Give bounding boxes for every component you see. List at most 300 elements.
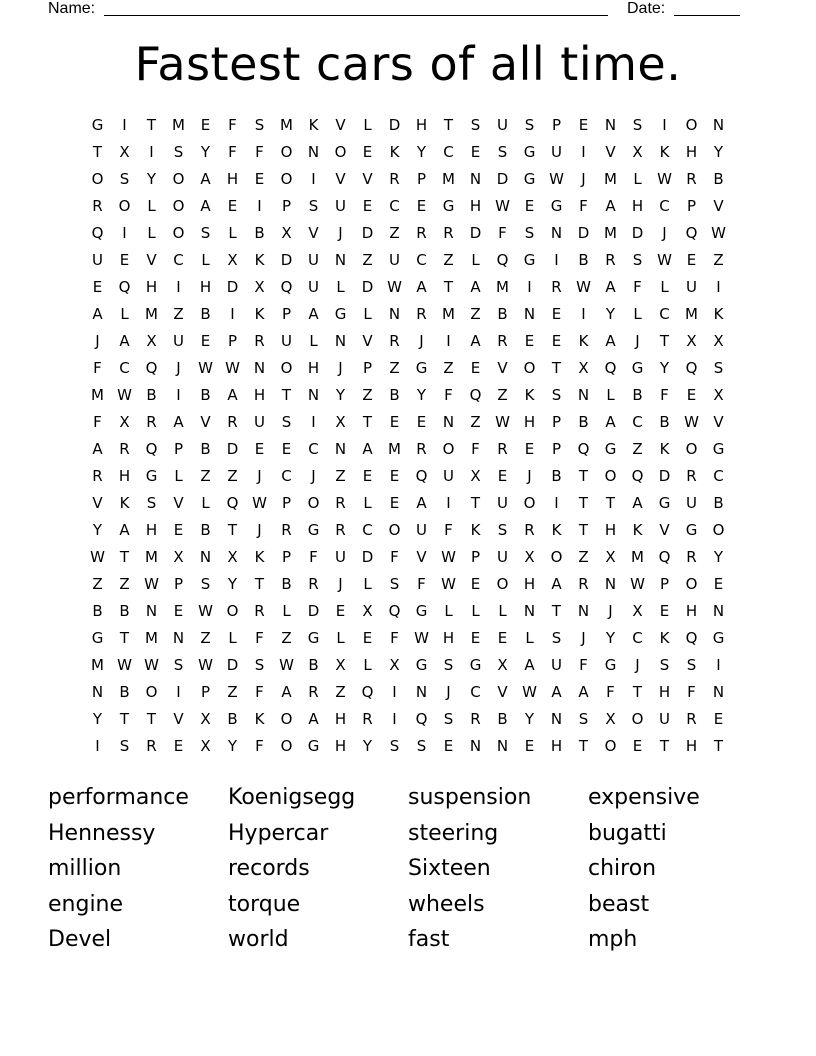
grid-letter[interactable]: W [198,602,213,620]
grid-letter[interactable]: H [523,575,536,593]
grid-letter[interactable]: C [281,467,292,485]
grid-letter[interactable]: U [254,413,265,431]
grid-letter[interactable]: C [389,197,400,215]
grid-letter[interactable]: C [362,521,373,539]
grid-letter[interactable]: Y [659,359,670,377]
grid-letter[interactable]: E [524,197,535,215]
grid-letter[interactable]: P [281,548,292,566]
grid-letter[interactable]: A [92,440,103,458]
grid-letter[interactable]: I [581,143,586,161]
grid-letter[interactable]: R [146,737,157,755]
grid-letter[interactable]: E [551,332,562,350]
grid-letter[interactable]: F [687,683,696,701]
grid-letter[interactable]: W [630,575,645,593]
grid-letter[interactable]: T [551,359,562,377]
grid-letter[interactable]: O [280,359,293,377]
grid-letter[interactable]: A [119,332,130,350]
grid-letter[interactable]: R [605,251,616,269]
grid-letter[interactable]: Q [577,440,590,458]
grid-letter[interactable]: S [470,116,481,134]
grid-letter[interactable]: Y [200,143,211,161]
grid-letter[interactable]: Y [227,737,238,755]
grid-letter[interactable]: K [632,521,643,539]
grid-letter[interactable]: K [659,143,670,161]
grid-letter[interactable]: L [363,305,372,323]
grid-letter[interactable]: B [200,521,211,539]
grid-letter[interactable]: G [415,359,428,377]
grid-letter[interactable]: O [442,440,455,458]
grid-letter[interactable]: V [335,170,346,188]
grid-letter[interactable]: M [442,170,455,188]
grid-letter[interactable]: F [255,143,264,161]
grid-letter[interactable]: C [632,629,643,647]
grid-letter[interactable]: J [257,467,262,485]
grid-letter[interactable]: F [444,386,453,404]
grid-letter[interactable]: Q [685,224,698,242]
grid-letter[interactable]: N [442,413,455,431]
grid-letter[interactable]: M [604,224,617,242]
grid-letter[interactable]: X [227,251,238,269]
grid-letter[interactable]: B [578,413,589,431]
grid-letter[interactable]: O [523,494,536,512]
grid-letter[interactable]: A [551,683,562,701]
grid-letter[interactable]: P [416,170,427,188]
grid-letter[interactable]: D [226,440,239,458]
grid-letter[interactable]: I [446,332,451,350]
grid-letter[interactable]: N [712,602,725,620]
grid-letter[interactable]: L [498,602,507,620]
grid-letter[interactable]: X [632,143,643,161]
grid-letter[interactable]: L [363,575,372,593]
grid-letter[interactable]: I [554,251,559,269]
grid-letter[interactable]: R [227,413,238,431]
grid-letter[interactable]: W [117,656,132,674]
grid-letter[interactable]: V [92,494,103,512]
grid-letter[interactable]: A [605,332,616,350]
grid-letter[interactable]: V [713,413,724,431]
grid-letter[interactable]: Y [227,575,238,593]
grid-letter[interactable]: F [606,683,615,701]
grid-letter[interactable]: G [307,629,320,647]
grid-letter[interactable]: X [227,548,238,566]
grid-letter[interactable]: J [419,332,424,350]
grid-letter[interactable]: H [145,521,158,539]
grid-letter[interactable]: O [712,521,725,539]
grid-letter[interactable]: Z [119,575,130,593]
grid-letter[interactable]: W [117,386,132,404]
grid-letter[interactable]: G [604,656,617,674]
grid-letter[interactable]: E [200,332,211,350]
grid-letter[interactable]: Q [91,224,104,242]
grid-letter[interactable]: W [225,359,240,377]
grid-letter[interactable]: C [416,251,427,269]
grid-letter[interactable]: E [92,278,103,296]
grid-letter[interactable]: H [442,629,455,647]
grid-letter[interactable]: H [307,359,320,377]
grid-letter[interactable]: Z [578,548,589,566]
grid-letter[interactable]: M [442,305,455,323]
grid-letter[interactable]: A [578,683,589,701]
grid-letter[interactable]: B [200,386,211,404]
grid-letter[interactable]: L [147,224,156,242]
grid-letter[interactable]: A [605,413,616,431]
grid-letter[interactable]: E [335,602,346,620]
grid-letter[interactable]: I [527,278,532,296]
grid-letter[interactable]: S [146,494,157,512]
grid-letter[interactable]: L [201,494,210,512]
grid-letter[interactable]: Q [118,278,131,296]
grid-letter[interactable]: N [604,116,617,134]
grid-letter[interactable]: S [281,413,292,431]
grid-letter[interactable]: E [416,413,427,431]
grid-letter[interactable]: P [173,575,184,593]
grid-letter[interactable]: T [119,548,130,566]
grid-letter[interactable]: U [308,251,319,269]
grid-letter[interactable]: X [362,602,373,620]
grid-letter[interactable]: B [281,575,292,593]
grid-letter[interactable]: X [119,413,130,431]
grid-letter[interactable]: N [307,386,320,404]
grid-letter[interactable]: F [444,521,453,539]
grid-letter[interactable]: L [660,278,669,296]
grid-letter[interactable]: O [604,737,617,755]
grid-letter[interactable]: L [309,332,318,350]
grid-letter[interactable]: J [635,332,640,350]
grid-letter[interactable]: O [172,224,185,242]
grid-letter[interactable]: E [632,737,643,755]
grid-letter[interactable]: H [685,143,698,161]
grid-letter[interactable]: U [92,251,103,269]
grid-letter[interactable]: L [282,602,291,620]
grid-letter[interactable]: V [200,413,211,431]
grid-letter[interactable]: F [390,629,399,647]
grid-letter[interactable]: D [469,224,482,242]
grid-letter[interactable]: Y [416,386,427,404]
grid-letter[interactable]: D [388,116,401,134]
grid-letter[interactable]: C [119,359,130,377]
grid-letter[interactable]: W [252,494,267,512]
grid-letter[interactable]: Q [685,629,698,647]
grid-letter[interactable]: R [146,413,157,431]
grid-letter[interactable]: H [469,197,482,215]
grid-letter[interactable]: H [253,386,266,404]
grid-letter[interactable]: S [551,629,562,647]
grid-letter[interactable]: Z [92,575,103,593]
grid-letter[interactable]: Q [415,467,428,485]
grid-letter[interactable]: E [362,197,373,215]
grid-letter[interactable]: I [230,305,235,323]
grid-letter[interactable]: C [659,197,670,215]
grid-letter[interactable]: I [149,143,154,161]
grid-letter[interactable]: I [662,116,667,134]
grid-letter[interactable]: O [685,116,698,134]
grid-letter[interactable]: O [685,440,698,458]
grid-letter[interactable]: N [334,251,347,269]
grid-letter[interactable]: W [144,656,159,674]
grid-letter[interactable]: Z [632,440,643,458]
grid-letter[interactable]: R [686,467,697,485]
grid-letter[interactable]: M [685,305,698,323]
grid-letter[interactable]: Q [631,467,644,485]
grid-letter[interactable]: T [470,494,481,512]
grid-letter[interactable]: T [146,710,157,728]
grid-letter[interactable]: V [497,683,508,701]
grid-letter[interactable]: F [579,656,588,674]
grid-letter[interactable]: I [122,116,127,134]
grid-letter[interactable]: H [658,683,671,701]
grid-letter[interactable]: S [443,710,454,728]
grid-letter[interactable]: S [632,116,643,134]
grid-letter[interactable]: T [578,521,589,539]
grid-letter[interactable]: E [281,440,292,458]
grid-letter[interactable]: W [198,656,213,674]
grid-letter[interactable]: N [172,629,185,647]
grid-letter[interactable]: Z [389,359,400,377]
grid-letter[interactable]: A [200,170,211,188]
grid-letter[interactable]: N [253,359,266,377]
grid-letter[interactable]: Z [470,305,481,323]
grid-letter[interactable]: K [119,494,130,512]
grid-letter[interactable]: Y [335,386,346,404]
grid-letter[interactable]: Z [227,683,238,701]
grid-letter[interactable]: A [308,710,319,728]
grid-letter[interactable]: A [281,683,292,701]
grid-letter[interactable]: N [496,737,509,755]
grid-letter[interactable]: E [686,386,697,404]
grid-letter[interactable]: A [524,656,535,674]
grid-letter[interactable]: G [145,467,158,485]
grid-letter[interactable]: X [200,737,211,755]
grid-letter[interactable]: B [254,224,265,242]
grid-letter[interactable]: L [147,197,156,215]
grid-letter[interactable]: Q [280,278,293,296]
grid-letter[interactable]: Y [524,710,535,728]
grid-letter[interactable]: O [118,197,131,215]
grid-letter[interactable]: E [524,737,535,755]
grid-letter[interactable]: L [633,305,642,323]
grid-letter[interactable]: C [470,683,481,701]
grid-letter[interactable]: S [551,386,562,404]
grid-letter[interactable]: S [497,521,508,539]
grid-letter[interactable]: Y [713,548,724,566]
grid-letter[interactable]: S [254,656,265,674]
grid-letter[interactable]: S [659,656,670,674]
grid-letter[interactable]: V [335,116,346,134]
grid-letter[interactable]: T [119,629,130,647]
grid-letter[interactable]: Z [227,467,238,485]
grid-letter[interactable]: T [146,116,157,134]
grid-letter[interactable]: R [416,224,427,242]
grid-letter[interactable]: W [441,548,456,566]
grid-letter[interactable]: R [335,494,346,512]
grid-letter[interactable]: X [524,548,535,566]
grid-letter[interactable]: W [522,683,537,701]
grid-letter[interactable]: K [659,440,670,458]
grid-letter[interactable]: X [200,710,211,728]
grid-letter[interactable]: B [578,251,589,269]
grid-letter[interactable]: Y [362,737,373,755]
grid-letter[interactable]: U [389,251,400,269]
grid-letter[interactable]: G [712,440,725,458]
grid-letter[interactable]: K [713,305,724,323]
grid-letter[interactable]: T [443,278,454,296]
grid-letter[interactable]: P [551,116,562,134]
grid-letter[interactable]: Q [415,710,428,728]
grid-letter[interactable]: R [416,305,427,323]
grid-letter[interactable]: C [443,143,454,161]
grid-letter[interactable]: X [146,332,157,350]
grid-letter[interactable]: X [713,332,724,350]
grid-letter[interactable]: G [307,737,320,755]
grid-letter[interactable]: W [198,359,213,377]
grid-letter[interactable]: Z [470,413,481,431]
grid-letter[interactable]: N [523,602,536,620]
grid-letter[interactable]: J [95,332,100,350]
grid-letter[interactable]: X [713,386,724,404]
grid-letter[interactable]: V [173,494,184,512]
grid-letter[interactable]: Z [335,467,346,485]
grid-letter[interactable]: W [576,278,591,296]
grid-letter[interactable]: L [228,224,237,242]
grid-letter[interactable]: J [581,170,586,188]
grid-letter[interactable]: U [443,467,454,485]
grid-letter[interactable]: L [606,386,615,404]
grid-letter[interactable]: Z [362,386,373,404]
grid-letter[interactable]: J [338,575,343,593]
grid-letter[interactable]: E [389,413,400,431]
grid-letter[interactable]: H [685,602,698,620]
grid-letter[interactable]: X [254,278,265,296]
grid-letter[interactable]: F [579,197,588,215]
grid-letter[interactable]: W [441,575,456,593]
grid-letter[interactable]: P [281,305,292,323]
grid-letter[interactable]: H [334,710,347,728]
grid-letter[interactable]: Q [388,602,401,620]
grid-letter[interactable]: T [362,413,373,431]
grid-letter[interactable]: E [227,197,238,215]
grid-letter[interactable]: L [120,305,129,323]
grid-letter[interactable]: F [228,116,237,134]
grid-letter[interactable]: S [308,197,319,215]
grid-letter[interactable]: H [199,278,212,296]
grid-letter[interactable]: P [227,332,238,350]
grid-letter[interactable]: M [280,116,293,134]
grid-letter[interactable]: I [392,710,397,728]
grid-letter[interactable]: Q [361,683,374,701]
grid-letter[interactable]: X [281,224,292,242]
grid-letter[interactable]: V [362,332,373,350]
grid-letter[interactable]: N [334,440,347,458]
grid-letter[interactable]: E [416,197,427,215]
grid-letter[interactable]: R [119,440,130,458]
grid-letter[interactable]: I [554,494,559,512]
grid-letter[interactable]: O [226,602,239,620]
grid-letter[interactable]: Q [658,548,671,566]
grid-letter[interactable]: U [497,116,508,134]
grid-letter[interactable]: A [632,494,643,512]
grid-letter[interactable]: T [578,494,589,512]
grid-letter[interactable]: K [308,116,319,134]
grid-letter[interactable]: R [281,521,292,539]
grid-letter[interactable]: W [684,413,699,431]
grid-letter[interactable]: F [93,413,102,431]
grid-letter[interactable]: R [524,521,535,539]
grid-letter[interactable]: N [712,683,725,701]
grid-letter[interactable]: N [145,602,158,620]
grid-letter[interactable]: D [361,224,374,242]
grid-letter[interactable]: G [631,359,644,377]
grid-letter[interactable]: E [686,251,697,269]
grid-letter[interactable]: J [581,629,586,647]
grid-letter[interactable]: U [416,521,427,539]
grid-letter[interactable]: B [200,440,211,458]
grid-letter[interactable]: N [388,305,401,323]
grid-letter[interactable]: S [254,116,265,134]
grid-letter[interactable]: B [659,413,670,431]
grid-letter[interactable]: V [497,359,508,377]
grid-letter[interactable]: F [390,548,399,566]
grid-letter[interactable]: H [631,197,644,215]
grid-letter[interactable]: N [550,224,563,242]
grid-letter[interactable]: I [716,656,721,674]
grid-letter[interactable]: K [254,251,265,269]
grid-letter[interactable]: P [686,197,697,215]
grid-letter[interactable]: Y [92,521,103,539]
grid-letter[interactable]: H [523,413,536,431]
grid-letter[interactable]: K [470,521,481,539]
grid-letter[interactable]: B [308,656,319,674]
grid-letter[interactable]: N [550,710,563,728]
grid-letter[interactable]: L [363,116,372,134]
grid-letter[interactable]: E [497,467,508,485]
grid-letter[interactable]: F [633,278,642,296]
grid-letter[interactable]: V [416,548,427,566]
grid-letter[interactable]: S [524,224,535,242]
grid-letter[interactable]: Y [713,143,724,161]
grid-letter[interactable]: B [119,602,130,620]
grid-letter[interactable]: S [713,359,724,377]
grid-letter[interactable]: V [605,143,616,161]
grid-letter[interactable]: E [254,170,265,188]
grid-letter[interactable]: I [176,386,181,404]
grid-letter[interactable]: L [444,602,453,620]
grid-letter[interactable]: Y [416,143,427,161]
grid-letter[interactable]: J [338,224,343,242]
grid-letter[interactable]: P [200,683,211,701]
grid-letter[interactable]: D [577,224,590,242]
grid-letter[interactable]: S [200,224,211,242]
grid-letter[interactable]: T [119,710,130,728]
grid-letter[interactable]: T [578,467,589,485]
grid-letter[interactable]: P [362,359,373,377]
grid-letter[interactable]: N [199,548,212,566]
grid-letter[interactable]: I [257,197,262,215]
grid-letter[interactable]: O [523,359,536,377]
grid-letter[interactable]: B [200,305,211,323]
grid-letter[interactable]: O [334,143,347,161]
grid-letter[interactable]: O [604,467,617,485]
grid-letter[interactable]: X [578,359,589,377]
grid-letter[interactable]: R [308,683,319,701]
grid-letter[interactable]: L [471,602,480,620]
grid-letter[interactable]: H [550,737,563,755]
grid-letter[interactable]: F [228,143,237,161]
grid-letter[interactable]: J [446,683,451,701]
grid-letter[interactable]: M [172,116,185,134]
grid-letter[interactable]: Q [604,359,617,377]
grid-letter[interactable]: S [119,170,130,188]
grid-letter[interactable]: O [631,710,644,728]
